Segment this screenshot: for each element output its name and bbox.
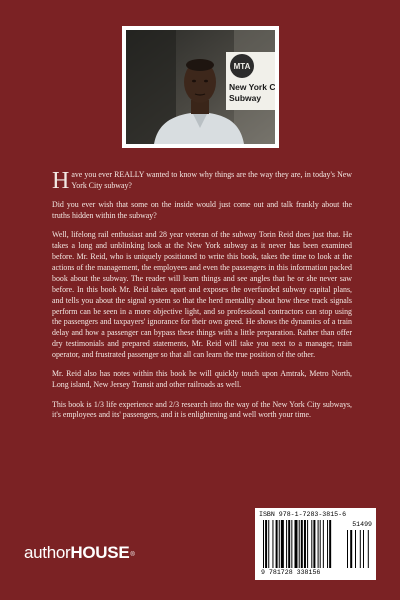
description-paragraph-2: Did you ever wish that some on the inside would just come out and talk frankly about the truths hidden within the subway? [52, 200, 352, 221]
description-paragraph-4: Mr. Reid also has notes within this book he will quickly touch upon Amtrak, Metro North, Long island, New Jersey Transit and other railroads as well. [52, 369, 352, 390]
barcode-bar [299, 520, 300, 568]
barcode-bar [281, 520, 284, 568]
author-photo-image [126, 30, 275, 144]
publisher-logo [24, 543, 135, 563]
barcode-bar [304, 520, 306, 568]
barcode-bar [288, 520, 290, 568]
price-barcode-bar [363, 530, 364, 568]
barcode-bar [286, 520, 287, 568]
barcode-bar [265, 520, 267, 568]
barcode-bar [318, 520, 319, 568]
publisher-logo-part-2: HOUSE [70, 543, 130, 562]
price-barcode-bar [368, 530, 369, 568]
barcode-bar [301, 520, 303, 568]
barcode-bar [279, 520, 280, 568]
drop-cap: H [52, 168, 70, 194]
barcode-bar [268, 520, 269, 568]
author-photo [126, 30, 275, 144]
author-photo-frame [122, 26, 279, 148]
book-description [52, 170, 352, 430]
price-barcode-bar [347, 530, 348, 568]
sign-line-1: New York C [229, 82, 275, 92]
barcode-bar [272, 520, 273, 568]
sign-line-2: Subway [229, 93, 262, 103]
barcode-bar [323, 520, 324, 568]
registered-mark: ® [130, 552, 135, 558]
barcode-bar [295, 520, 298, 568]
description-paragraph-5: This book is 1/3 life experience and 2/3 research into the way of the New York City subways, it's employees and its' passengers, and it is enlightening and well worth your time. [52, 399, 352, 420]
isbn-text: ISBN 978-1-7283-3815-6 [259, 511, 347, 518]
description-paragraph-3: Well, lifelong rail enthusiast and 28 year veteran of the subway Torin Reid does just that. He takes a long and unblinking look at the New York subway as it never has been examined before. Mr. Reid, who is uniquely positioned to write this book, takes the time to look at the actions of the management, the employees and even the passengers in this information packed book about the subway. The reader will learn things and see angles that he or she never saw before. In this book Mr. Reid takes apart and exposes the overfunded subway capital plans, and tells you about the signal system so that the herd mentality about how these track signals perform can be seen in a more objective light, and so professional contractors can stop using the passengers and taxpayers' ignorance for their own greed. He shows the dynamics of a train delay and how a passenger can bypass these things with a little preparation. Rather than offer dry testimonials and prepared statements, Mr. Reid will take you next to a manager, train operator, and frustrated passenger so that all can learn the true position of the other. [52, 230, 352, 360]
price-barcode-bar [355, 530, 356, 568]
barcode-bar [307, 520, 308, 568]
price-barcode-bar [350, 530, 352, 568]
barcode-bar [329, 520, 331, 568]
barcode-bar [311, 520, 312, 568]
barcode-bar [320, 520, 321, 568]
barcode-panel [255, 508, 376, 580]
description-paragraph-1 [52, 170, 352, 192]
publisher-logo-part-1: author [24, 543, 71, 562]
barcode-bar [313, 520, 315, 568]
barcode-bar [263, 520, 264, 568]
barcode-bar [291, 520, 292, 568]
mta-logo-text: MTA [233, 62, 251, 71]
barcode-bar [327, 520, 328, 568]
paragraph-1-text: ave you ever REALLY wanted to know why things are the way they are, in today's New York City subway? [71, 170, 352, 190]
price-barcode-bar [360, 530, 361, 568]
price-code: 51499 [352, 521, 372, 528]
ean-number: 9 781728 338156 [261, 569, 321, 576]
barcode-bar [276, 520, 278, 568]
